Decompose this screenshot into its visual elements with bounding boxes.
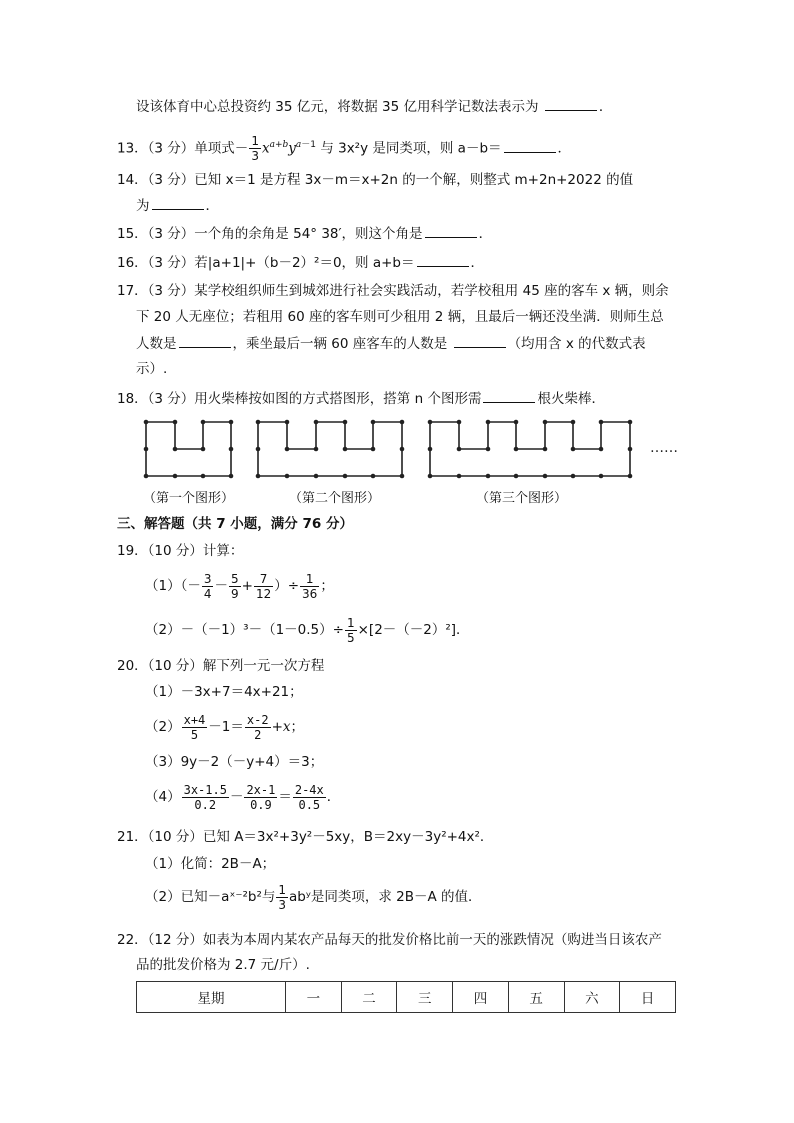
q17-line1: 17．（3 分）某学校组织师生到城郊进行社会实践活动，若学校租用 45 座的客车 x 辆，则余 [117, 283, 669, 299]
q19-title: 19．（10 分）计算： [117, 543, 244, 559]
table-header-cell: 二 [341, 982, 397, 1013]
caption-figure-1: （第一个图形） [143, 491, 235, 506]
figure-3 [428, 420, 633, 479]
section-3-heading: 三、解答题（共 7 小题，满分 76 分） [117, 516, 353, 532]
q22-line1: 22．（12 分）如表为本周内某农产品每天的批发价格比前一天的涨跌情况（购进当日该农产 [117, 932, 662, 948]
q20-part4: （4） $\frac{3x-1.5}{0.2}$ － $\frac{2x-1}{0.9}$ ＝ $\frac{2-4x}{0.5}$ ． [145, 782, 341, 812]
q21-title: 21．（10 分）已知 A＝3x²+3y²－5xy，B＝2xy－3y²+4x²． [117, 829, 494, 845]
table-header-row [137, 982, 676, 1013]
q20-part1: （1）－3x+7＝4x+21； [145, 684, 303, 700]
q21-part1: （1）化简：2B－A； [145, 856, 276, 872]
q22-line2: 品的批发价格为 2.7 元/斤）. [136, 957, 310, 973]
q16: 16．（3 分）若|a+1|+（b－2）²＝0，则 a+b＝ ． [117, 252, 484, 273]
q20-title: 20．（10 分）解下列一元一次方程 [117, 658, 325, 674]
q14-line2: 为 ． [136, 195, 219, 216]
q17-line4: 示）. [136, 361, 168, 377]
price-change-table [136, 981, 676, 1013]
answer-blank[interactable] [504, 138, 556, 153]
table-header-cell: 五 [508, 982, 564, 1013]
answer-blank[interactable] [417, 252, 469, 267]
figure-2 [256, 420, 405, 479]
table-header-cell: 星期 [137, 982, 286, 1013]
q19-part2: （2）－（－1）³－（1－0.5）÷ $\frac{1}{5}$ ×[2－（－2）²]． [145, 615, 470, 645]
q21-part2: （2）已知－aˣ⁻²b²与 $\frac{1}{3}$ abʸ是同类项，求 2B－A 的值． [145, 882, 482, 912]
matchstick-figures [0, 412, 794, 502]
q20-part2: （2） $\frac{x+4}{5}$ －1＝ $\frac{x-2}{2}$ +x； [145, 712, 304, 742]
caption-figure-2: （第二个图形） [289, 491, 381, 506]
answer-blank[interactable] [425, 223, 477, 238]
q13: 13．（3 分）单项式－ $\frac{1}{3}$ $x^{a+b}y^{a-1}$ 与 3x²y 是同类项，则 a－b＝ ． [117, 134, 572, 163]
q19-part1: （1）（－ $\frac{3}{4}$ － $\frac{5}{9}$ + $\frac{7}{12}$ ）÷ $\frac{1}{36}$ ； [145, 571, 334, 601]
answer-blank[interactable] [454, 333, 506, 348]
q15: 15．（3 分）一个角的余角是 54° 38′，则这个角是 ． [117, 223, 492, 244]
table-header-cell: 日 [620, 982, 676, 1013]
q17-line2: 下 20 人无座位；若租用 60 座的客车则可少租用 2 辆，且最后一辆还没坐满．则师生总 [136, 309, 664, 325]
q17-line3: 人数是 ，乘坐最后一辆 60 座客车的人数是 （均用含 x 的代数式表 [136, 333, 646, 354]
answer-blank[interactable] [483, 388, 535, 403]
ellipsis: …… [650, 440, 678, 456]
answer-blank[interactable] [545, 96, 597, 111]
answer-blank[interactable] [152, 195, 204, 210]
table-header-cell: 一 [286, 982, 342, 1013]
q18: 18．（3 分）用火柴棒按如图的方式搭图形，搭第 n 个图形需 根火柴棒． [117, 388, 605, 409]
q12-tail: 设该体育中心总投资约 35 亿元，将数据 35 亿用科学记数法表示为 ． [136, 96, 612, 117]
fraction: $\frac{1}{3}$ [251, 134, 259, 163]
q20-part3: （3）9y－2（－y+4）＝3； [145, 754, 324, 770]
table-header-cell: 四 [453, 982, 509, 1013]
answer-blank[interactable] [179, 333, 231, 348]
caption-figure-3: （第三个图形） [476, 491, 568, 506]
figure-1 [144, 420, 234, 479]
q14-line1: 14．（3 分）已知 x＝1 是方程 3x－m＝x+2n 的一个解，则整式 m+2n+2022 的值 [117, 172, 634, 188]
table-header-cell: 三 [397, 982, 453, 1013]
table-header-cell: 六 [564, 982, 620, 1013]
